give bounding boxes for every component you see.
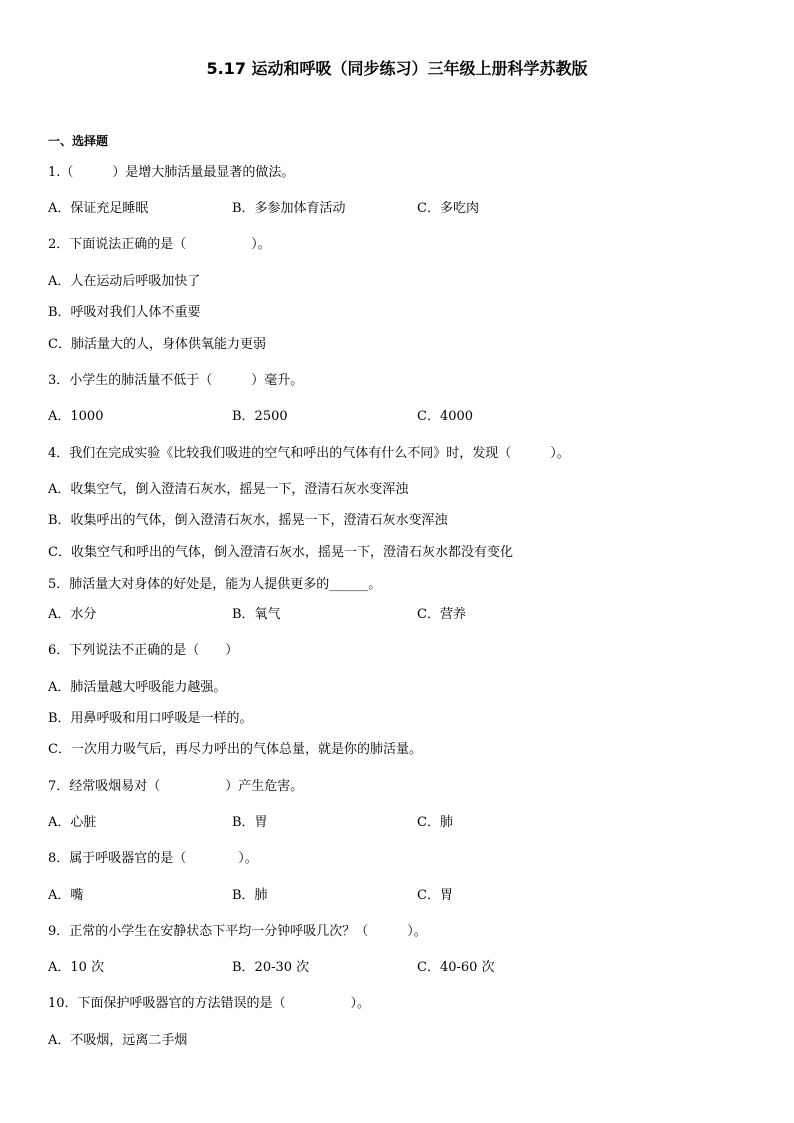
question-2-option-a: A．人在运动后呼吸加快了 bbox=[48, 274, 201, 289]
question-1-options bbox=[48, 200, 748, 218]
question-6-option-b: B．用鼻呼吸和用口呼吸是一样的。 bbox=[48, 711, 253, 726]
question-9-option-c: C．40-60 次 bbox=[417, 960, 495, 975]
question-6-option-c: C．一次用力吸气后，再尽力呼出的气体总量，就是你的肺活量。 bbox=[48, 742, 422, 757]
question-5-option-b: B．氧气 bbox=[232, 607, 281, 622]
question-5-option-c: C．营养 bbox=[417, 607, 466, 622]
question-10-stem: 10．下面保护呼吸器官的方法错误的是（ ）。 bbox=[48, 996, 371, 1011]
question-8-options bbox=[48, 887, 748, 905]
question-9-options bbox=[48, 959, 748, 977]
question-7-option-a: A．心脏 bbox=[48, 815, 97, 830]
question-9-stem: 9．正常的小学生在安静状态下平均一分钟呼吸几次？（ ）。 bbox=[48, 924, 427, 939]
question-2-option-b: B．呼吸对我们人体不重要 bbox=[48, 305, 201, 320]
question-3-option-b: B．2500 bbox=[232, 409, 288, 424]
question-1-option-c: C．多吃肉 bbox=[417, 201, 479, 216]
question-8-option-c: C．胃 bbox=[417, 888, 453, 903]
question-6-option-a: A．肺活量越大呼吸能力越强。 bbox=[48, 680, 227, 695]
question-6-stem: 6．下列说法不正确的是（ ） bbox=[48, 643, 239, 658]
question-3-options bbox=[48, 408, 748, 426]
question-3-option-c: C．4000 bbox=[417, 409, 474, 424]
question-8-stem: 8．属于呼吸器官的是（ ）。 bbox=[48, 851, 258, 866]
question-4-option-a: A．收集空气，倒入澄清石灰水，摇晃一下，澄清石灰水变浑浊 bbox=[48, 482, 409, 497]
question-2-option-c: C．肺活量大的人，身体供氧能力更弱 bbox=[48, 337, 266, 352]
question-4-stem: 4．我们在完成实验《比较我们吸进的空气和呼出的气体有什么不同》时，发现（ ）。 bbox=[48, 446, 570, 461]
question-7-stem: 7．经常吸烟易对（ ）产生危害。 bbox=[48, 779, 304, 794]
question-5-options bbox=[48, 606, 748, 624]
question-9-option-b: B．20-30 次 bbox=[232, 960, 310, 975]
question-3-option-a: A．1000 bbox=[48, 409, 104, 424]
question-7-option-b: B．胃 bbox=[232, 815, 268, 830]
question-5-option-a: A．水分 bbox=[48, 607, 97, 622]
question-4-option-b: B．收集呼出的气体，倒入澄清石灰水，摇晃一下，澄清石灰水变浑浊 bbox=[48, 513, 448, 528]
question-7-options bbox=[48, 814, 748, 832]
question-2-stem: 2．下面说法正确的是（ ）。 bbox=[48, 237, 271, 252]
question-8-option-a: A．嘴 bbox=[48, 888, 84, 903]
question-4-option-c: C．收集空气和呼出的气体，倒入澄清石灰水，摇晃一下，澄清石灰水都没有变化 bbox=[48, 545, 513, 560]
question-1-stem: 1.（ ）是增大肺活量最显著的做法。 bbox=[48, 165, 295, 180]
question-3-stem: 3．小学生的肺活量不低于（ ）毫升。 bbox=[48, 373, 304, 388]
question-10-option-a: A．不吸烟，远离二手烟 bbox=[48, 1033, 188, 1048]
question-1-option-a: A．保证充足睡眠 bbox=[48, 201, 149, 216]
page-title: 5.17 运动和呼吸（同步练习）三年级上册科学苏教版 bbox=[206, 59, 588, 78]
question-8-option-b: B．肺 bbox=[232, 888, 268, 903]
question-7-option-c: C．肺 bbox=[417, 815, 453, 830]
question-9-option-a: A．10 次 bbox=[48, 960, 105, 975]
question-1-option-b: B．多参加体育活动 bbox=[232, 201, 346, 216]
question-5-stem: 5．肺活量大对身体的好处是，能为人提供更多的______。 bbox=[48, 577, 382, 592]
section-heading: 一、选择题 bbox=[48, 134, 109, 148]
